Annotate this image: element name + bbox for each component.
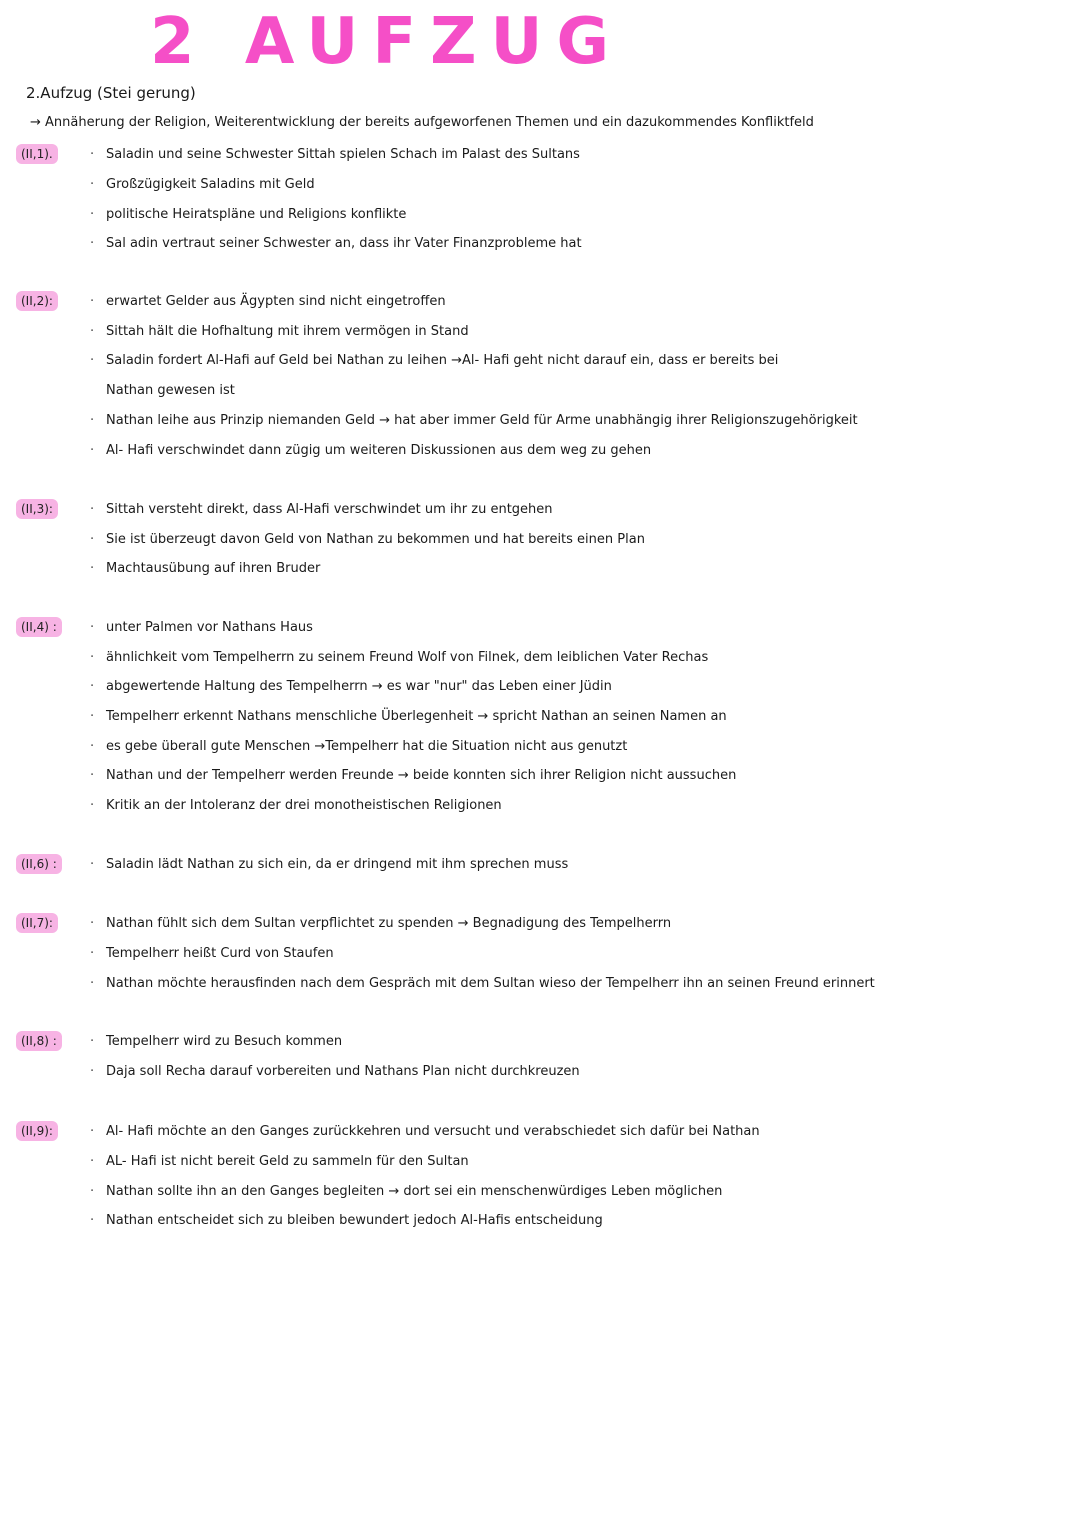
scene-badge: (II,8) : [16, 1031, 62, 1051]
bullet-icon: · [90, 739, 95, 754]
note-item: · Tempelherr erkennt Nathans menschliche Überlegenheit → spricht Nathan an seinen Namen an [90, 709, 727, 724]
bullet-icon: · [90, 768, 95, 783]
note-item: · erwartet Gelder aus Ägypten sind nicht eingetroffen [90, 294, 446, 309]
bullet-icon: · [90, 620, 95, 635]
scene-badge: (II,2): [16, 291, 58, 311]
scene-badge: (II,9): [16, 1121, 58, 1141]
bullet-icon: · [90, 502, 95, 517]
bullet-icon: · [90, 443, 95, 458]
note-item: Nathan gewesen ist [106, 383, 235, 398]
note-item: · Tempelherr wird zu Besuch kommen [90, 1034, 343, 1049]
section-subtitle: 2.Aufzug (Stei gerung) [26, 84, 196, 102]
bullet-icon: · [90, 976, 95, 991]
note-item: · Nathan und der Tempelherr werden Freunde → beide konnten sich ihrer Religion nicht aussuchen [90, 768, 737, 783]
bullet-icon: · [90, 1213, 95, 1228]
scene-badge: (II,1). [16, 144, 58, 164]
note-item: · AL- Hafi ist nicht bereit Geld zu sammeln für den Sultan [90, 1154, 469, 1169]
bullet-icon: · [90, 1154, 95, 1169]
note-item: · Nathan fühlt sich dem Sultan verpflichtet zu spenden → Begnadigung des Tempelherrn [90, 916, 672, 931]
note-item: · Nathan sollte ihn an den Ganges begleiten → dort sei ein menschenwürdiges Leben möglichen [90, 1184, 723, 1199]
note-item: · Daja soll Recha darauf vorbereiten und Nathans Plan nicht durchkreuzen [90, 1064, 580, 1079]
note-item: · Tempelherr heißt Curd von Staufen [90, 946, 334, 961]
note-item: · abgewertende Haltung des Tempelherrn → es war "nur" das Leben einer Jüdin [90, 679, 612, 694]
bullet-icon: · [90, 916, 95, 931]
note-item: · ähnlichkeit vom Tempelherrn zu seinem Freund Wolf von Filnek, dem leiblichen Vater Rechas [90, 650, 709, 665]
bullet-icon: · [90, 561, 95, 576]
note-item: · Saladin lädt Nathan zu sich ein, da er dringend mit ihm sprechen muss [90, 857, 569, 872]
bullet-icon: · [90, 532, 95, 547]
bullet-icon: · [90, 679, 95, 694]
note-item: · Großzügigkeit Saladins mit Geld [90, 177, 315, 192]
note-item: · Al- Hafi verschwindet dann zügig um weiteren Diskussionen aus dem weg zu gehen [90, 443, 652, 458]
scene-badge: (II,4) : [16, 617, 62, 637]
note-item: · Sittah versteht direkt, dass Al-Hafi verschwindet um ihr zu entgehen [90, 502, 553, 517]
note-item: · Nathan möchte herausfinden nach dem Gespräch mit dem Sultan wieso der Tempelherr ihn an seinen Freund erinnert [90, 976, 875, 991]
bullet-icon: · [90, 709, 95, 724]
note-item: · es gebe überall gute Menschen →Tempelherr hat die Situation nicht aus genutzt [90, 739, 628, 754]
bullet-icon: · [90, 1184, 95, 1199]
bullet-icon: · [90, 147, 95, 162]
note-item: · Al- Hafi möchte an den Ganges zurückkehren und versucht und verabschiedet sich dafür bei Nathan [90, 1124, 760, 1139]
note-item: · politische Heiratspläne und Religions konflikte [90, 207, 407, 222]
bullet-icon: · [90, 798, 95, 813]
note-item: · Sittah hält die Hofhaltung mit ihrem vermögen in Stand [90, 324, 469, 339]
bullet-icon: · [90, 413, 95, 428]
bullet-icon: · [90, 1034, 95, 1049]
scene-badge: (II,6) : [16, 854, 62, 874]
intro-line: → Annäherung der Religion, Weiterentwicklung der bereits aufgeworfenen Themen und ein dazukommendes Konfliktfeld [30, 115, 814, 130]
scene-badge: (II,3): [16, 499, 58, 519]
bullet-icon: · [90, 650, 95, 665]
note-item: · Kritik an der Intoleranz der drei monotheistischen Religionen [90, 798, 502, 813]
bullet-icon: · [90, 177, 95, 192]
page-title: 2 AUFZUG [150, 5, 623, 79]
bullet-icon: · [90, 207, 95, 222]
bullet-icon: · [90, 946, 95, 961]
note-item: · Nathan leihe aus Prinzip niemanden Geld → hat aber immer Geld für Arme unabhängig ihrer Religionszugehörigkeit [90, 413, 858, 428]
note-item: · Saladin und seine Schwester Sittah spielen Schach im Palast des Sultans [90, 147, 580, 162]
bullet-icon: · [90, 236, 95, 251]
note-item: · Saladin fordert Al-Hafi auf Geld bei Nathan zu leihen →Al- Hafi geht nicht darauf ein, dass er bereits bei [90, 353, 779, 368]
bullet-icon: · [90, 353, 95, 368]
note-item: · Sal adin vertraut seiner Schwester an, dass ihr Vater Finanzprobleme hat [90, 236, 582, 251]
note-item: · unter Palmen vor Nathans Haus [90, 620, 313, 635]
bullet-icon: · [90, 324, 95, 339]
bullet-icon: · [90, 857, 95, 872]
scene-badge: (II,7): [16, 913, 58, 933]
bullet-icon: · [90, 1064, 95, 1079]
bullet-icon: · [90, 294, 95, 309]
bullet-icon: · [90, 1124, 95, 1139]
note-item: · Sie ist überzeugt davon Geld von Nathan zu bekommen und hat bereits einen Plan [90, 532, 645, 547]
note-item: · Machtausübung auf ihren Bruder [90, 561, 321, 576]
note-item: · Nathan entscheidet sich zu bleiben bewundert jedoch Al-Hafis entscheidung [90, 1213, 603, 1228]
